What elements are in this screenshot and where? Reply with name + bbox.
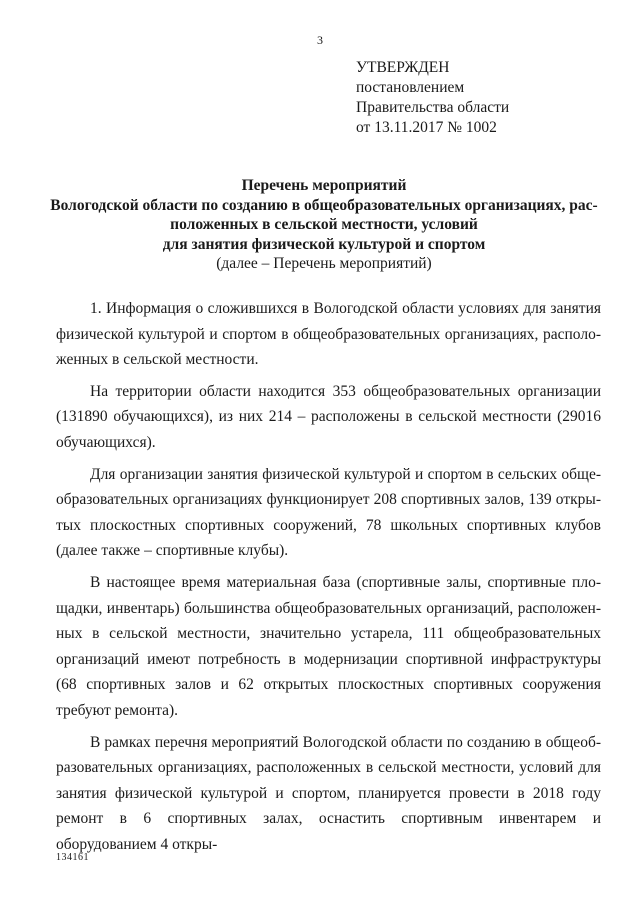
- footer-document-code: 134161: [56, 852, 89, 863]
- paragraph-1: 1. Информация о сложившихся в Вологодской области условиях для занятия физической культурой и спортом в общеобразовательных организациях, расположенных в сельской местности.: [56, 300, 601, 369]
- paragraph-3: Для организации занятия физической культурой и спортом в сельских общеобразовательных организациях функционирует 208 спортивных залов, 139 открытых плоскостных спортивных сооружений, 78 школьных спортивных клубов (далее также – спортивные клубы).: [56, 465, 601, 560]
- paragraph-4: В настоящее время материальная база (спортивные залы, спортивные площадки, инвентарь) большинства общеобразовательных организаций, расположенных в сельской местности, значительно устарела, 111 общеобразовательных организаций имеют потребность в модернизации спортивной инфраструктуры (68 спортивных залов и 62 открытых плоскостных спортивных сооружения требуют ремонта).: [56, 573, 601, 719]
- title-line-1: Перечень мероприятий: [241, 177, 407, 194]
- approval-stamp: [356, 58, 509, 138]
- title-line-4: для занятия физической культурой и спортом: [162, 235, 486, 253]
- approval-line-decree: постановлением: [356, 79, 465, 96]
- title-line-3: положенных в сельской местности, условий: [170, 216, 478, 233]
- title-subtitle: (далее – Перечень мероприятий): [216, 255, 432, 272]
- approval-line-government: Правительства области: [356, 99, 510, 116]
- document-body: [56, 296, 601, 863]
- title-line-2: Вологодской области по созданию в общеобразовательных организациях, рас-: [50, 196, 598, 214]
- document-title: [40, 176, 608, 274]
- approval-line-approved: УТВЕРЖДЕН: [356, 59, 450, 76]
- paragraph-5: В рамках перечня мероприятий Вологодской области по созданию в общеобразовательных организациях, расположенных в сельской местности, условий для занятия физической культурой и спортом, планируется провести в 2018 году ремонт в 6 спортивных залах, оснастить спортивным инвентарем и оборудованием 4 откры-: [56, 733, 601, 853]
- approval-line-date: от 13.11.2017 № 1002: [356, 119, 497, 136]
- page-number: 3: [317, 33, 323, 47]
- paragraph-2: На территории области находится 353 общеобразовательных организации (131890 обучающихся), из них 214 – расположены в сельской местности (29016 обучающихся).: [56, 382, 601, 451]
